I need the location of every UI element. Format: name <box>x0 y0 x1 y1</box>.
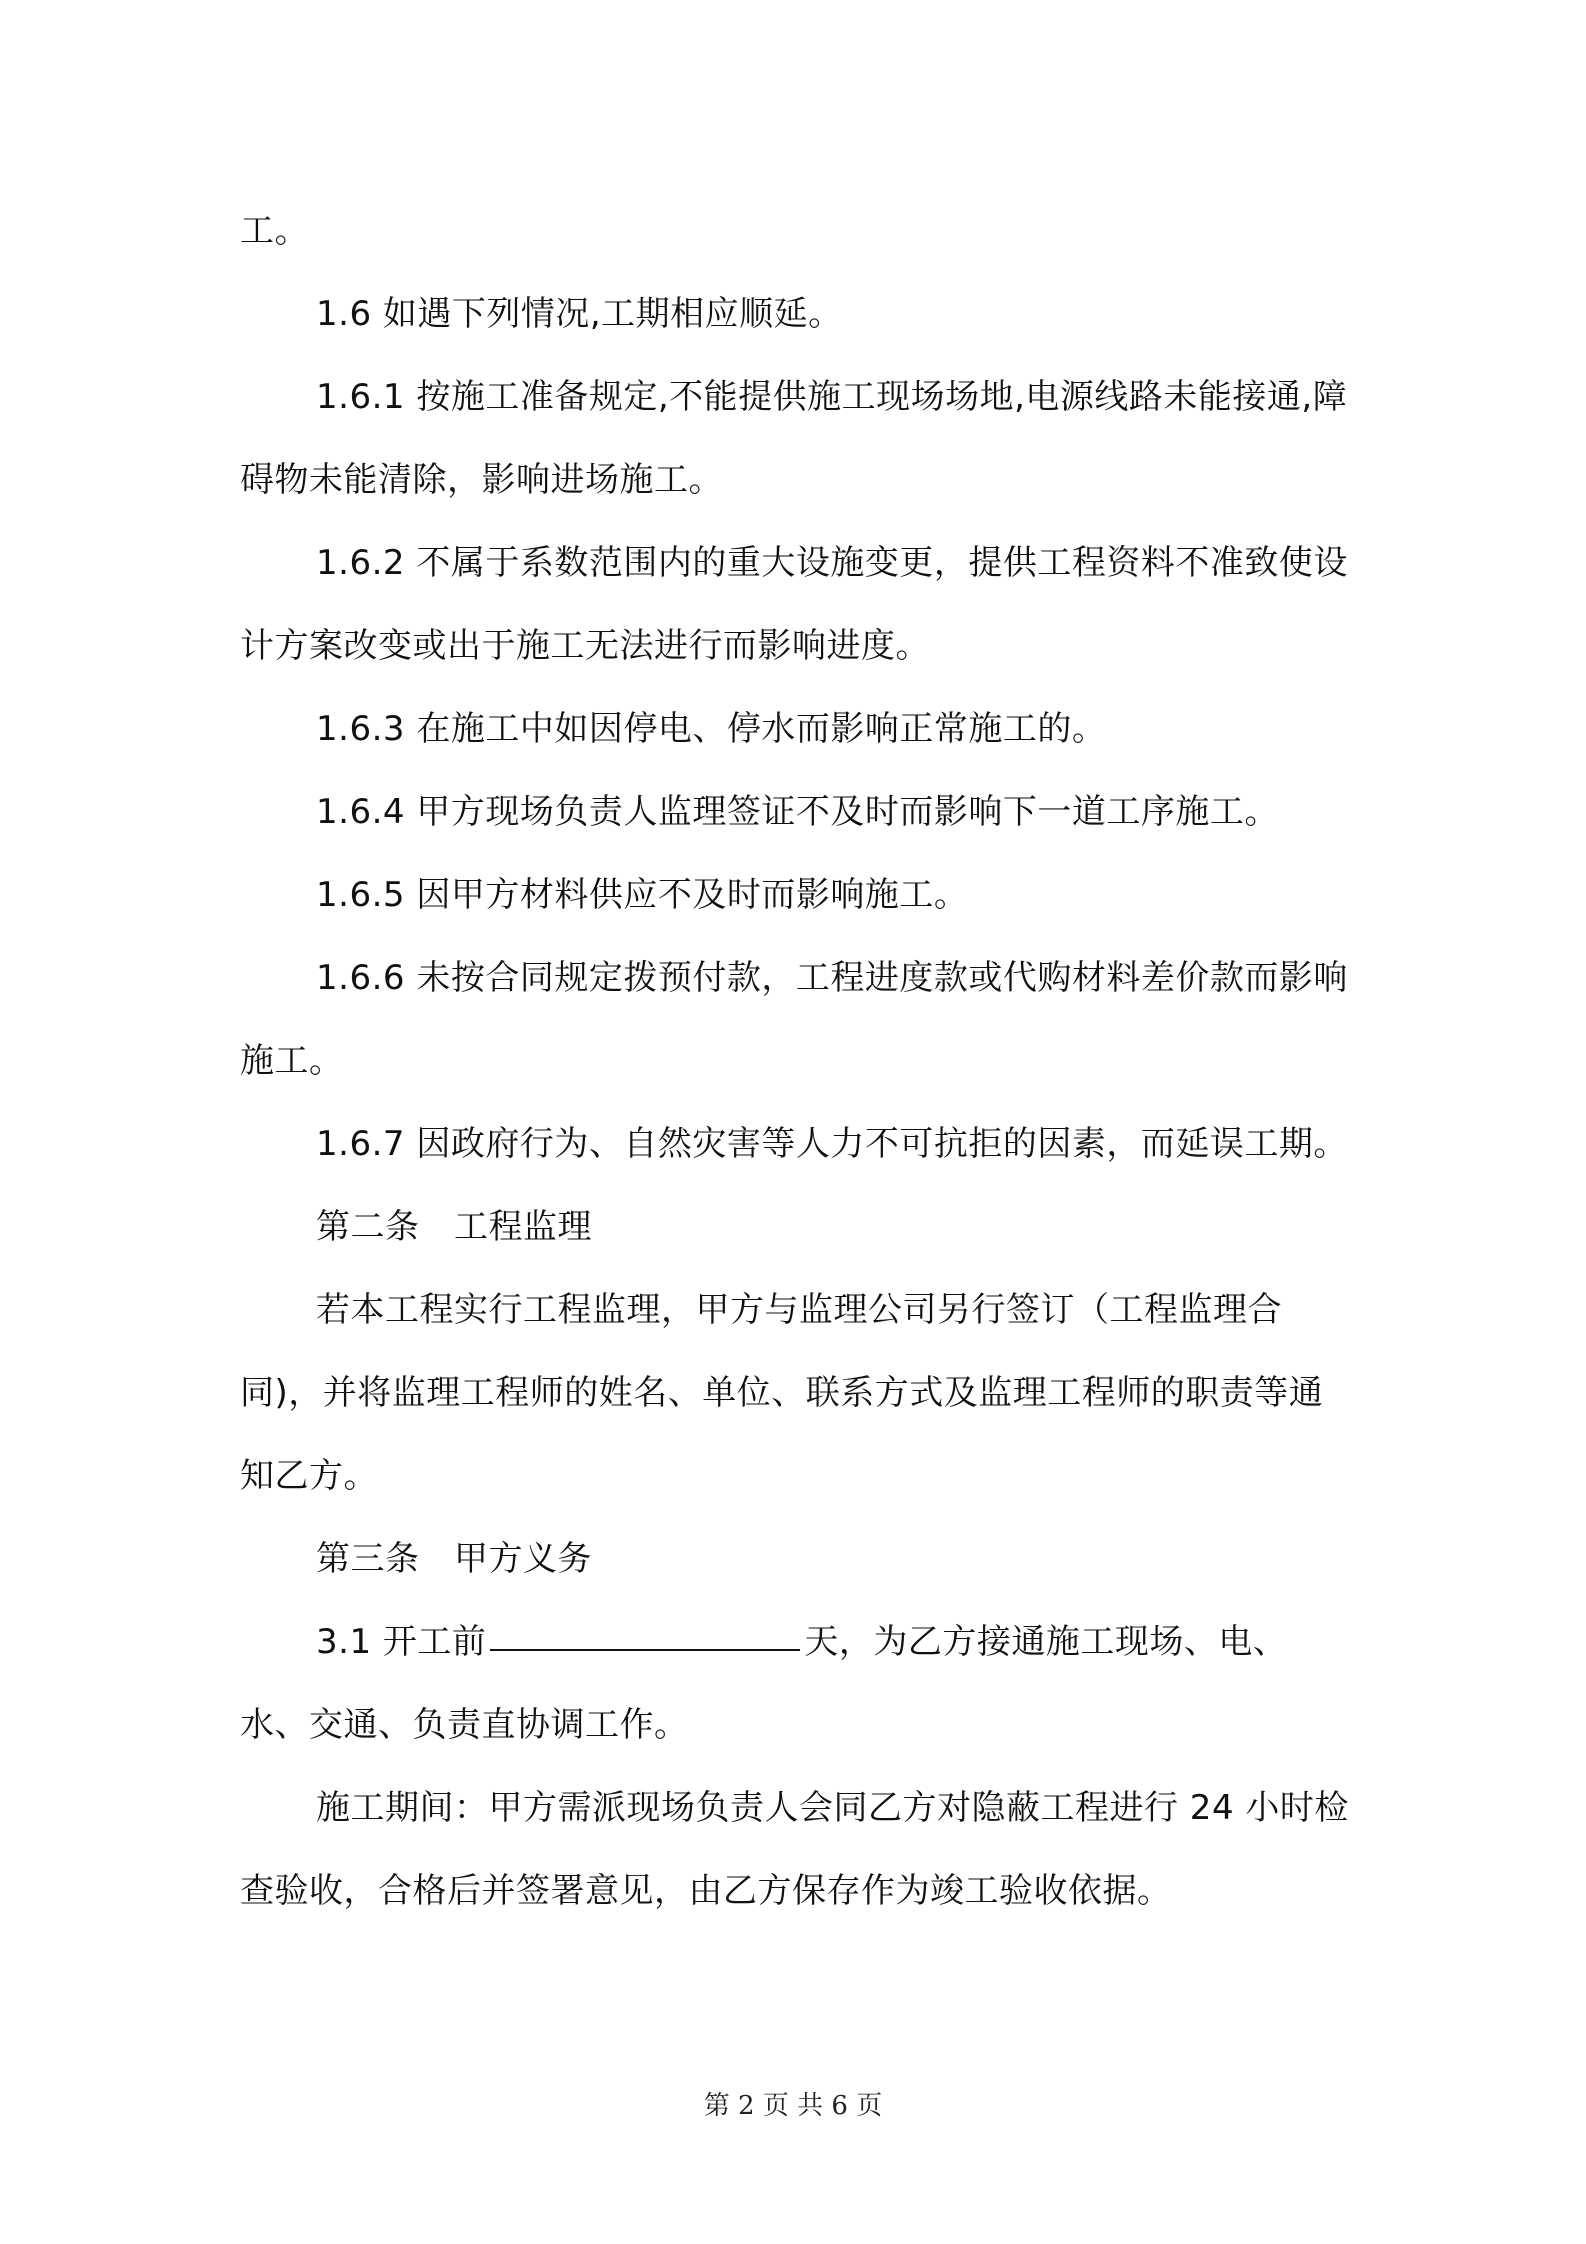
paragraph-1-6-3: 1.6.3 在施工中如因停电、停水而影响正常施工的。 <box>316 709 1107 749</box>
article-2-body: 若本工程实行工程监理，甲方与监理公司另行签订（工程监理合同)，并将监理工程师的姓名、单位、联系方式及监理工程师的职责等通知乙方。 <box>240 1290 1324 1496</box>
paragraph-1-6-7: 1.6.7 因政府行为、自然灾害等人力不可抗拒的因素，而延误工期。 <box>316 1124 1348 1164</box>
document-body <box>240 190 1350 1933</box>
paragraph-1-6-4: 1.6.4 甲方现场负责人监理签证不及时而影响下一道工序施工。 <box>316 792 1279 832</box>
paragraph-1-6-5: 1.6.5 因甲方材料供应不及时而影响施工。 <box>316 875 969 915</box>
paragraph-continuation: 工。 <box>240 211 309 251</box>
fill-in-blank-days <box>490 1649 800 1651</box>
construction-period-paragraph: 施工期间：甲方需派现场负责人会同乙方对隐蔽工程进行 24 小时检查验收，合格后并签署意见，由乙方保存作为竣工验收依据。 <box>240 1788 1349 1911</box>
paragraph-1-6-2: 1.6.2 不属于系数范围内的重大设施变更，提供工程资料不准致使设计方案改变或出于施工无法进行而影响进度。 <box>240 543 1348 666</box>
article-3-heading: 第三条 甲方义务 <box>316 1539 592 1579</box>
page-number-footer: 第 2 页 共 6 页 <box>703 2091 883 2121</box>
article-2-heading: 第二条 工程监理 <box>316 1207 592 1247</box>
clause-3-1-prefix: 3.1 开工前 <box>316 1622 487 1662</box>
paragraph-1-6-6: 1.6.6 未按合同规定拨预付款，工程进度款或代购材料差价款而影响施工。 <box>240 958 1348 1081</box>
paragraph-1-6-1: 1.6.1 按施工准备规定,不能提供施工现场场地,电源线路未能接通,障碍物未能清除，影响进场施工。 <box>240 377 1348 500</box>
clause-3-1-suffix: 天，为乙方接通施工现场、电、水、交通、负责直协调工作。 <box>240 1622 1288 1745</box>
paragraph-1-6: 1.6 如遇下列情况,工期相应顺延。 <box>316 294 843 334</box>
paragraph-3-1 <box>240 1601 1350 1767</box>
